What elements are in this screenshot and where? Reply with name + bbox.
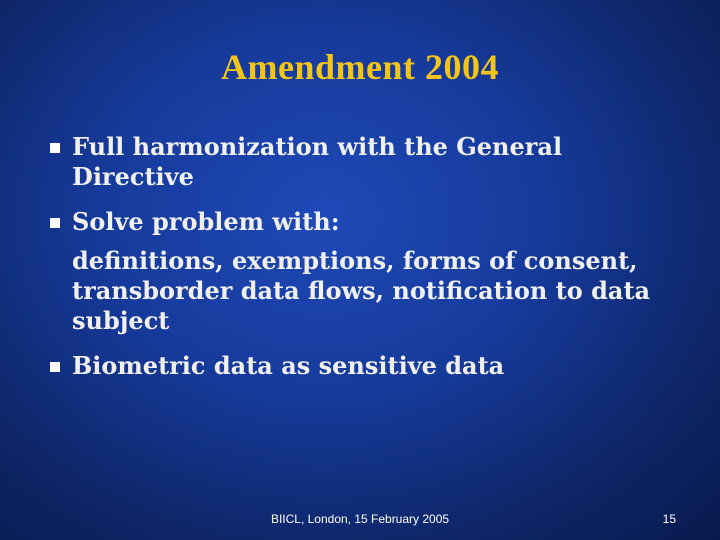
bullet-item-solve-problem bbox=[50, 207, 690, 237]
detail-text-line: definitions, exemptions, forms of consent, bbox=[72, 246, 638, 275]
page-number: 15 bbox=[662, 512, 676, 526]
bullet-item-biometric bbox=[50, 351, 690, 381]
detail-text-line: transborder data flows, notification to data bbox=[72, 276, 651, 305]
detail-text-line: subject bbox=[72, 306, 170, 335]
bullet-text-line: Solve problem with: bbox=[72, 207, 340, 236]
bullet-text-line: Directive bbox=[72, 162, 194, 191]
square-bullet-icon bbox=[50, 362, 60, 372]
bullet-item-details bbox=[50, 246, 690, 336]
bullet-list bbox=[50, 132, 690, 396]
square-bullet-icon bbox=[50, 143, 60, 153]
square-bullet-icon bbox=[50, 218, 60, 228]
bullet-item-harmonization bbox=[50, 132, 690, 192]
bullet-text-line: Biometric data as sensitive data bbox=[72, 351, 505, 380]
slide-footer: BIICL, London, 15 February 2005 bbox=[270, 512, 450, 526]
bullet-text-line: Full harmonization with the General bbox=[72, 132, 563, 161]
slide-title: Amendment 2004 bbox=[221, 47, 499, 87]
